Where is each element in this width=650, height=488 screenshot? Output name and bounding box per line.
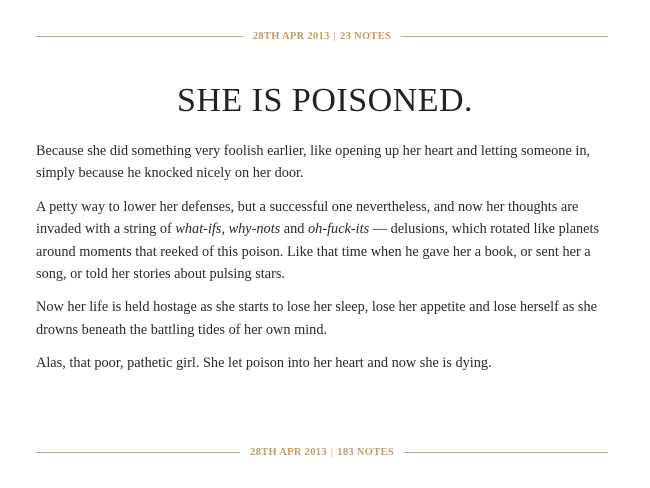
post-body — [36, 140, 610, 386]
paragraph-2-text-d: — delusions, which rotated like planets around moments that reeked of this poison. Like that time when he gave her a book, or sent her a song, or told her stories about pulsing stars. — [36, 221, 600, 283]
paragraph-2-text-b: , — [221, 221, 229, 238]
post-meta-text — [243, 31, 401, 42]
emphasis-oh-fuck-its: oh-fuck-its — [308, 221, 370, 238]
emphasis-what-ifs: what-ifs — [175, 221, 222, 238]
post-meta-top — [36, 28, 608, 44]
meta-separator: | — [330, 446, 334, 458]
paragraph-2-text-a: A petty way to lower her defenses, but a successful one nevertheless, and now her thoughts are invaded with a string of — [36, 198, 579, 238]
divider-left — [36, 452, 240, 453]
notes-count-link[interactable]: 23 NOTES — [340, 30, 392, 42]
emphasis-why-nots: why-nots — [228, 221, 281, 238]
meta-separator: | — [333, 30, 337, 42]
post-meta-bottom — [36, 444, 608, 460]
post-date-link[interactable]: 28TH APR 2013 — [250, 446, 327, 458]
divider-left — [36, 36, 243, 37]
divider-right — [401, 36, 608, 37]
paragraph-2 — [36, 196, 610, 286]
notes-count-link[interactable]: 183 NOTES — [337, 446, 394, 458]
paragraph-4: Alas, that poor, pathetic girl. She let poison into her heart and now she is dying. — [36, 355, 492, 372]
paragraph-3: Now her life is held hostage as she starts to lose her sleep, lose her appetite and lose herself as she drowns beneath the battling tides of her own mind. — [36, 299, 597, 338]
paragraph-1: Because she did something very foolish earlier, like opening up her heart and letting someone in, simply because he knocked nicely on her door. — [36, 143, 591, 182]
post-title: SHE IS POISONED. — [176, 82, 474, 119]
divider-right — [404, 452, 608, 453]
post-date-link[interactable]: 28TH APR 2013 — [252, 30, 330, 42]
paragraph-2-text-c: and — [280, 221, 309, 238]
post-meta-text — [240, 447, 404, 458]
